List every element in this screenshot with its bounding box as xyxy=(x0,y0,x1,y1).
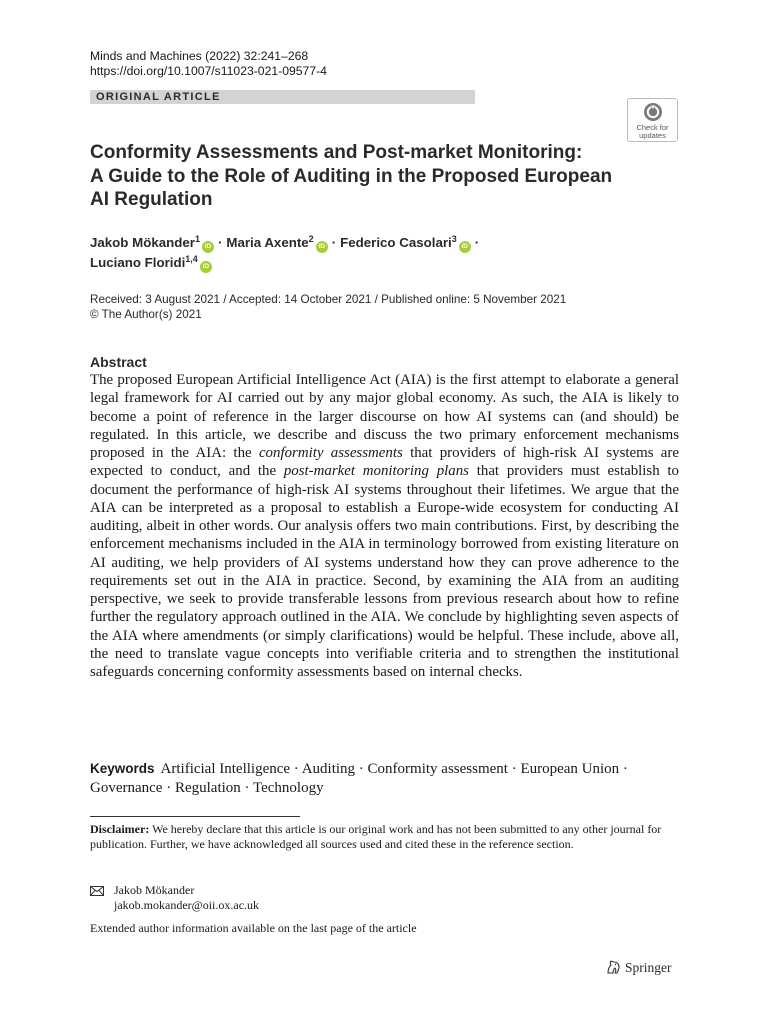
orcid-icon[interactable]: iD xyxy=(459,241,471,253)
keywords xyxy=(90,760,670,797)
check-updates-line1: Check for xyxy=(636,123,669,132)
author-list xyxy=(90,233,650,273)
title-line-2: A Guide to the Role of Auditing in the Proposed European xyxy=(90,165,613,187)
abstract-text: that providers of high-risk AI systems are expected to conduct, and the xyxy=(90,445,679,480)
journal-info xyxy=(90,49,327,79)
abstract-heading: Abstract xyxy=(90,354,147,370)
orcid-icon[interactable]: iD xyxy=(316,241,328,253)
contact-email[interactable]: jakob.mokander@oii.ox.ac.uk xyxy=(114,898,260,912)
mail-icon xyxy=(90,886,104,896)
doi-link[interactable]: https://doi.org/10.1007/s11023-021-09577-4 xyxy=(90,64,327,78)
journal-citation: Minds and Machines (2022) 32:241–268 xyxy=(90,49,309,63)
title-line-1: Conformity Assessments and Post-market Monitoring: xyxy=(90,142,583,163)
footnote-divider xyxy=(90,816,300,817)
author-affiliation: 3 xyxy=(451,234,457,244)
article-type-bar xyxy=(90,90,475,104)
contact-name: Jakob Mökander xyxy=(114,883,195,897)
check-updates-icon xyxy=(643,102,663,122)
article-type-label: ORIGINAL ARTICLE xyxy=(96,91,221,103)
article-title xyxy=(90,141,630,212)
author-name[interactable]: Maria Axente xyxy=(226,235,309,250)
abstract-text: that providers must establish to document the performance of high-risk AI systems throughout their lifetimes. We argue that the AIA can be interpreted as a proposal to establish a Europe-wide ecosystem for conducting AI auditing, albeit in other words. Our analysis offers two main contributions. First, by describing the enforcement mechanisms included in the AIA in terminology borrowed from existing literature on AI auditing, we help providers of AI systems understand how they can prove adherence to the requirements set out in the AIA in practice. Second, by examining the AIA from an auditing perspective, we seek to provide transferable lessons from previous research about how to refine further the regulatory approach outlined in the AIA. We conclude by highlighting seven aspects of the AIA where amendments (or simply clarifications) would be helpful. These include, above all, the need to translate vague concepts into verifiable criteria and to strengthen the institutional safeguards concerning conformity assessments based on internal checks. xyxy=(90,463,679,680)
keywords-label: Keywords xyxy=(90,761,155,776)
abstract-emphasis: conformity assessments xyxy=(258,445,403,461)
author-separator: · xyxy=(474,235,480,250)
keywords-list: Artificial Intelligence · Auditing · Conformity assessment · European Union · Governance · Regulation · Technology xyxy=(90,761,628,796)
author-affiliation: 2 xyxy=(308,234,314,244)
date-history: Received: 3 August 2021 / Accepted: 14 October 2021 / Published online: 5 November 2021 xyxy=(90,293,567,306)
springer-horse-icon xyxy=(605,959,621,975)
check-updates-line2: updates xyxy=(639,131,666,140)
abstract-emphasis: post-market monitoring plans xyxy=(283,463,469,480)
author-name[interactable]: Luciano Floridi xyxy=(90,255,186,270)
disclaimer-label: Disclaimer: xyxy=(90,822,150,836)
author-name[interactable]: Federico Casolari xyxy=(340,235,452,250)
abstract-body xyxy=(90,371,679,681)
check-for-updates-badge[interactable] xyxy=(627,98,678,142)
title-line-3: AI Regulation xyxy=(90,189,213,210)
author-separator: · xyxy=(217,235,223,250)
disclaimer xyxy=(90,822,675,852)
author-name[interactable]: Jakob Mökander xyxy=(90,235,195,250)
author-affiliation: 1,4 xyxy=(185,254,198,264)
publication-dates xyxy=(90,292,566,322)
publisher-name: Springer xyxy=(625,960,672,975)
orcid-icon[interactable]: iD xyxy=(200,261,212,273)
author-separator: · xyxy=(331,235,337,250)
copyright-notice: © The Author(s) 2021 xyxy=(90,308,202,321)
corresponding-author xyxy=(90,883,259,913)
author-affiliation: 1 xyxy=(194,234,200,244)
orcid-icon[interactable]: iD xyxy=(202,241,214,253)
extended-author-info: Extended author information available on the last page of the article xyxy=(90,921,417,935)
publisher-logo xyxy=(605,959,672,977)
disclaimer-text: We hereby declare that this article is our original work and has not been submitted to any other journal for publication. Further, we have acknowledged all sources used and cited these in the reference section. xyxy=(90,822,662,851)
abstract-text: The proposed European Artificial Intelligence Act (AIA) is the first attempt to elaborate a general legal framework for AI carried out by any major global economy. As such, the AIA is likely to become a point of reference in the larger discourse on how AI systems can (and should) be regulated. In this article, we describe and discuss the two primary enforcement mechanisms proposed in the AIA: the xyxy=(90,372,679,461)
